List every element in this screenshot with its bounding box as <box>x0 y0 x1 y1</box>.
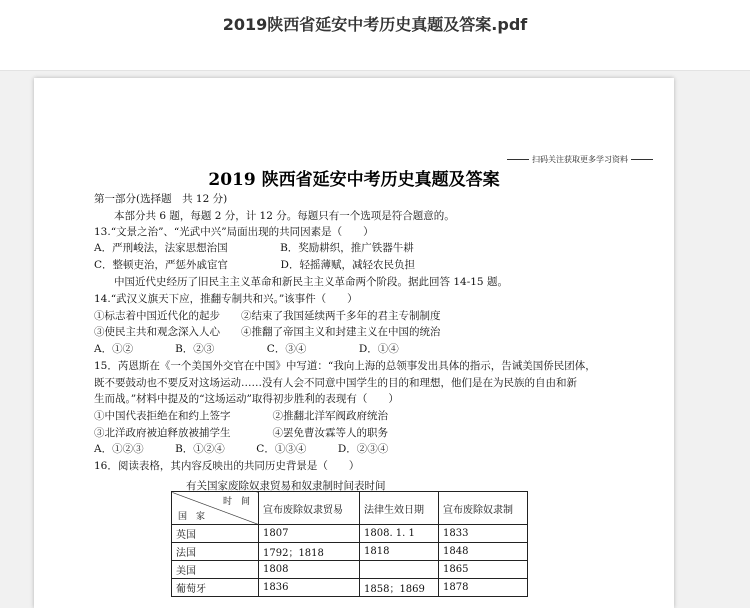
question-15-line-1: 15．芮恩斯在《一个美国外交官在中国》中写道：“我向上海的总领事发出具体的指示，告诫美国侨民团体， <box>94 360 596 372</box>
table-cell: 1808 <box>259 561 360 579</box>
question-15-statements-34: ③北洋政府被迫释放被捕学生 ④罢免曹汝霖等人的职务 <box>94 427 388 439</box>
table-cell: 法国 <box>172 543 259 561</box>
abolition-table <box>171 491 528 597</box>
question-14: 14.“武汉义旗天下应，推翻专制共和兴。”该事件（ ） <box>94 293 358 305</box>
question-13-options-ab: A．严刑峻法，法家思想治国 B．奖励耕织，推广铁器牛耕 <box>94 242 414 254</box>
watermark-text: 扫码关注获取更多学习资料 <box>532 155 628 164</box>
section-heading: 第一部分(选择题 共 12 分) <box>94 193 228 205</box>
table-cell: 1833 <box>439 525 528 543</box>
table-row <box>172 543 528 561</box>
section-instruction: 本部分共 6 题，每题 2 分，计 12 分。每题只有一个选项是符合题意的。 <box>114 210 455 222</box>
table-cell: 美国 <box>172 561 259 579</box>
context-14-15: 中国近代史经历了旧民主主义革命和新民主主义革命两个阶段。据此回答 14-15 题。 <box>114 276 508 288</box>
table-cell: 葡萄牙 <box>172 579 259 597</box>
table-cell: 1878 <box>439 579 528 597</box>
question-13: 13.“文景之治”、“光武中兴”局面出现的共同因素是（ ） <box>94 226 374 238</box>
question-15-options: A．①②③ B．①②④ C．①③④ D．②③④ <box>94 443 389 455</box>
document-filename: 2019陕西省延安中考历史真题及答案.pdf <box>222 15 528 34</box>
table-cell <box>360 561 439 579</box>
table-row <box>172 561 528 579</box>
corner-top-label: 时 间 <box>222 497 250 507</box>
table-cell: 1792；1818 <box>259 543 360 561</box>
column-header: 宣布废除奴隶制 <box>439 492 528 525</box>
table-cell: 1836 <box>259 579 360 597</box>
question-15-statements-12: ①中国代表拒绝在和约上签字 ②推翻北洋军阀政府统治 <box>94 410 388 422</box>
pdf-page <box>34 78 674 608</box>
paper-title: 2019 陕西省延安中考历史真题及答案 <box>208 170 500 190</box>
watermark-dash-right <box>631 159 653 160</box>
watermark <box>504 154 656 165</box>
question-13-options-cd: C．整顿吏治，严惩外戚宦官 D．轻摇薄赋，减轻农民负担 <box>94 259 415 271</box>
question-14-statements-34: ③使民主共和观念深入人心 ④推翻了帝国主义和封建主义在中国的统治 <box>94 326 441 338</box>
question-15-line-2: 既不要鼓动也不要反对这场运动……没有人会不同意中国学生的目的和理想，他们是在为民族的自由和新 <box>94 377 577 389</box>
question-15-line-3: 生而战。”材料中提及的“这场运动”取得初步胜利的表现有（ ） <box>94 393 399 405</box>
table-cell: 1865 <box>439 561 528 579</box>
viewer-titlebar <box>0 0 750 71</box>
table-cell: 英国 <box>172 525 259 543</box>
corner-bottom-label: 国 家 <box>178 512 206 522</box>
table-corner-cell <box>172 492 259 525</box>
table-cell: 1807 <box>259 525 360 543</box>
table-cell: 1848 <box>439 543 528 561</box>
column-header: 法律生效日期 <box>360 492 439 525</box>
question-14-statements-12: ①标志着中国近代化的起步 ②结束了我国延续两千多年的君主专制制度 <box>94 310 441 322</box>
table-cell: 1808. 1. 1 <box>360 525 439 543</box>
table-cell: 1858；1869 <box>360 579 439 597</box>
table-row <box>172 525 528 543</box>
question-16: 16．阅读表格，其内容反映出的共同历史背景是（ ） <box>94 460 360 472</box>
table-header-row <box>172 492 528 525</box>
table-caption: 有关国家废除奴隶贸易和奴隶制时间表时间 <box>186 480 386 492</box>
table-row <box>172 579 528 597</box>
table-cell: 1818 <box>360 543 439 561</box>
column-header: 宣布废除奴隶贸易 <box>259 492 360 525</box>
question-14-options: A．①② B．②③ C．③④ D．①④ <box>94 343 399 355</box>
watermark-dash-left <box>507 159 529 160</box>
